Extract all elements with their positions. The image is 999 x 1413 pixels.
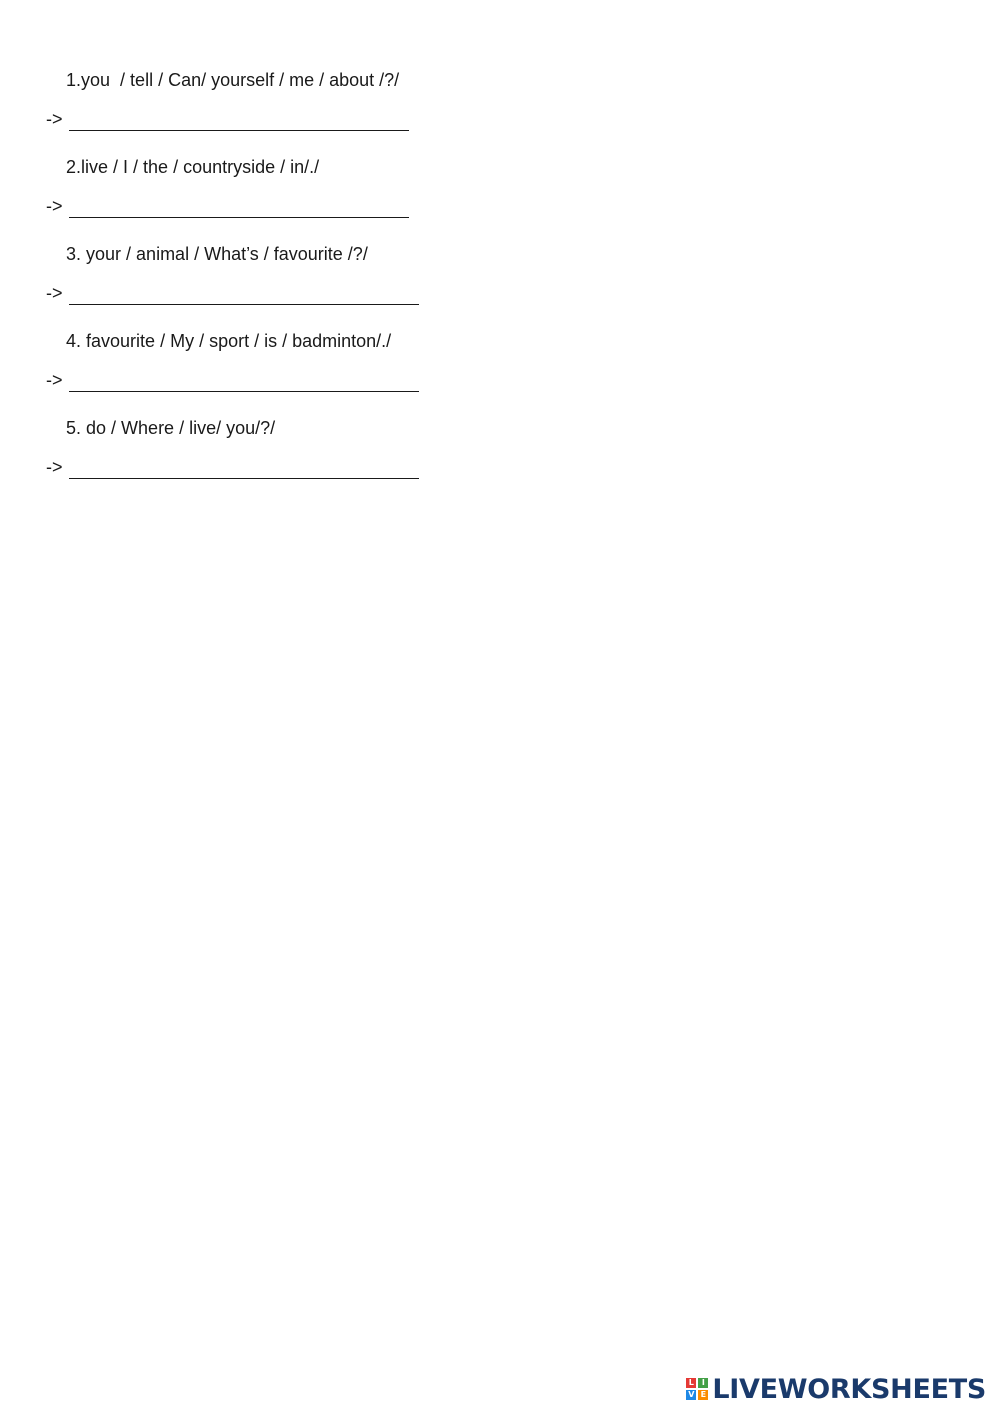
logo-mark-cell: I bbox=[698, 1378, 708, 1388]
answer-3-blank[interactable] bbox=[69, 284, 419, 305]
logo-mark-icon bbox=[686, 1378, 708, 1400]
logo-mark-cell: V bbox=[688, 1390, 695, 1399]
answer-1-row bbox=[46, 88, 466, 132]
answer-5-row bbox=[46, 436, 466, 480]
answer-1-blank[interactable] bbox=[69, 110, 409, 131]
arrow-icon: -> bbox=[46, 196, 63, 216]
question-3 bbox=[46, 218, 466, 262]
question-4-prompt: 4. favourite / My / sport / is / badminton/./ bbox=[66, 331, 392, 351]
question-4 bbox=[46, 305, 466, 349]
question-5-prompt: 5. do / Where / live/ you/?/ bbox=[66, 418, 276, 438]
question-2-prompt: 2.live / I / the / countryside / in/./ bbox=[66, 157, 320, 177]
answer-5-blank[interactable] bbox=[69, 458, 419, 479]
answer-3-row bbox=[46, 262, 466, 306]
question-2 bbox=[46, 131, 466, 175]
logo-mark-cell: L bbox=[686, 1378, 696, 1388]
question-5 bbox=[46, 392, 466, 436]
question-1-prompt: 1.you / tell / Can/ yourself / me / about /?/ bbox=[66, 70, 400, 90]
arrow-icon: -> bbox=[46, 283, 63, 303]
liveworksheets-logo bbox=[686, 1373, 986, 1405]
logo-mark-cell: E bbox=[698, 1390, 708, 1400]
arrow-icon: -> bbox=[46, 457, 63, 477]
question-1 bbox=[46, 44, 466, 88]
answer-4-row bbox=[46, 349, 466, 393]
answer-2-row bbox=[46, 175, 466, 219]
logo-text: LIVEWORKSHEETS bbox=[712, 1373, 986, 1405]
answer-4-blank[interactable] bbox=[69, 371, 419, 392]
arrow-icon: -> bbox=[46, 370, 63, 390]
question-3-prompt: 3. your / animal / What’s / favourite /?/ bbox=[66, 244, 368, 264]
answer-2-blank[interactable] bbox=[69, 197, 409, 218]
worksheet bbox=[46, 44, 466, 479]
arrow-icon: -> bbox=[46, 109, 63, 129]
